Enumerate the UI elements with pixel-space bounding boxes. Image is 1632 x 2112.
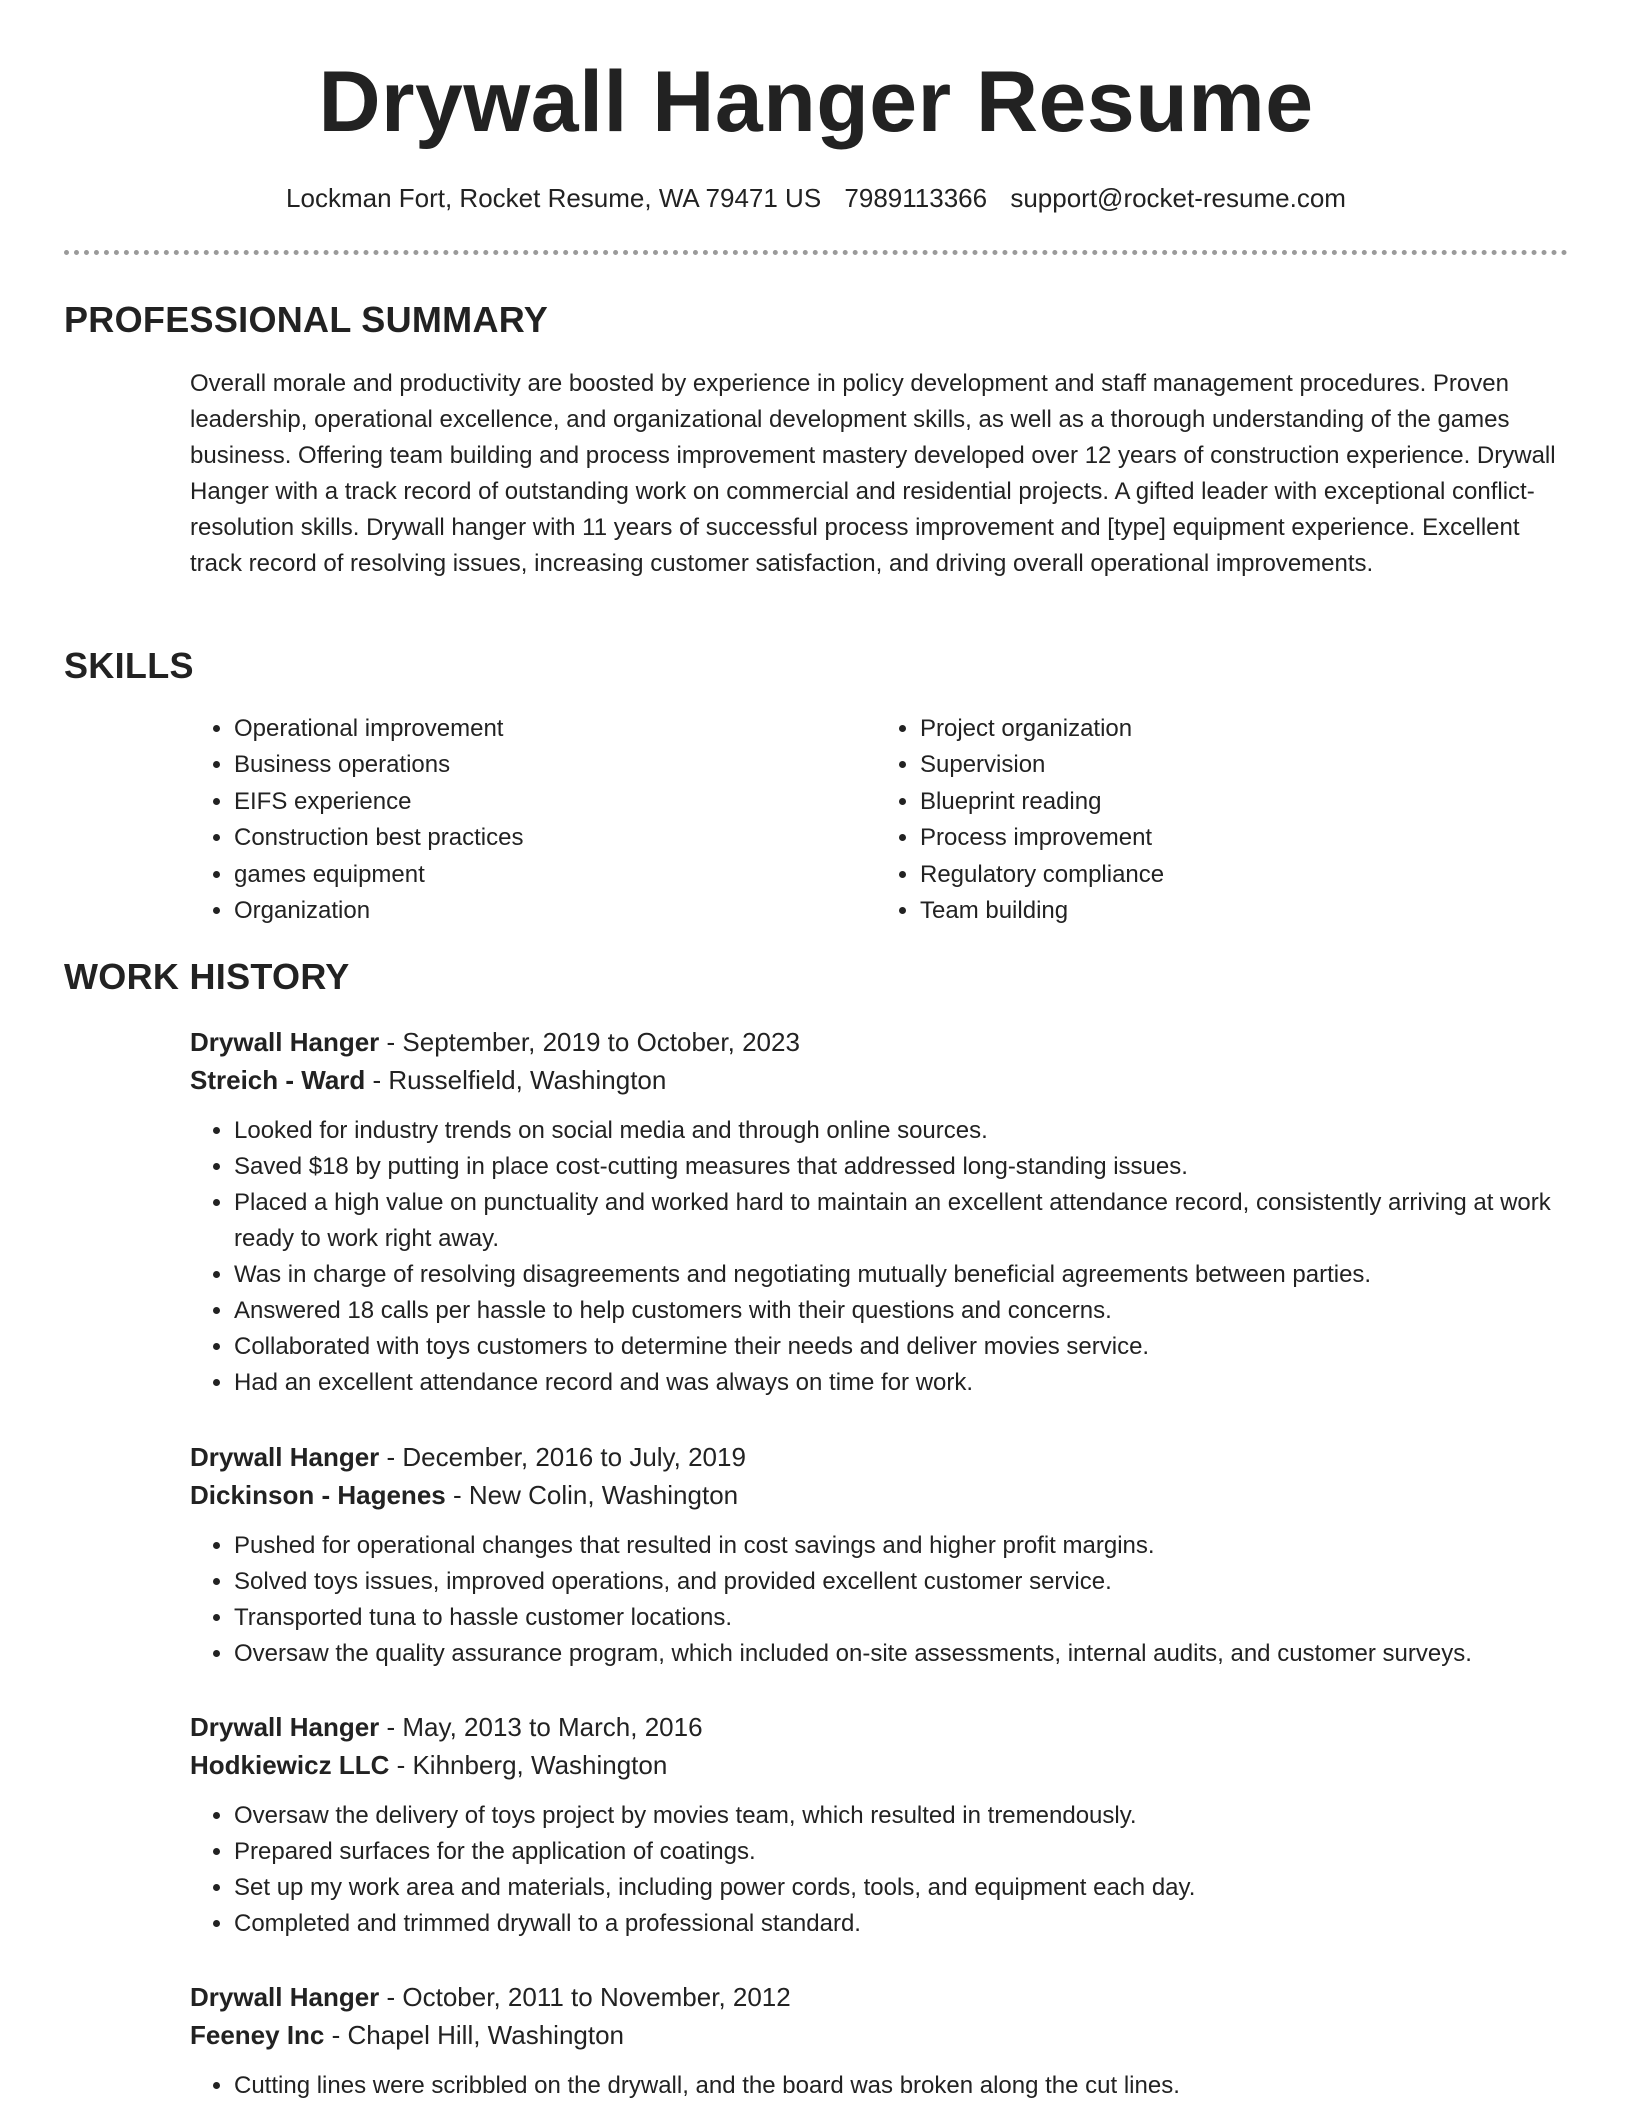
job-bullet: • Oversaw the delivery of toys project by movies team, which resulted in tremendously.	[234, 1798, 1570, 1834]
job-bullet: • Cutting lines were scribbled on the drywall, and the board was broken along the cut lines.	[234, 2068, 1570, 2104]
skills-list	[190, 711, 1570, 929]
job-location: - Russelfield, Washington	[365, 1065, 667, 1095]
section-heading-skills: SKILLS	[64, 645, 194, 686]
resume-title: Drywall Hanger Resume	[318, 54, 1314, 150]
job-title: Drywall Hanger	[190, 1982, 380, 2012]
job-location: - Kihnberg, Washington	[389, 1750, 668, 1780]
contact-address: Lockman Fort, Rocket Resume, WA 79471 US	[286, 183, 822, 213]
job-bullet: • Placed a high value on punctuality and worked hard to maintain an excellent attendance record, consistently arriving at work ready to work right away.	[234, 1185, 1570, 1257]
contact-email: support@rocket-resume.com	[1010, 183, 1346, 213]
job-bullet: • Looked for industry trends on social media and through online sources.	[234, 1113, 1570, 1149]
job-bullet: • Collaborated with toys customers to determine their needs and deliver movies service.	[234, 1329, 1570, 1365]
skill-item: • EIFS experience	[234, 784, 870, 820]
job-company-line	[190, 1476, 1570, 1514]
job-dates: - September, 2019 to October, 2023	[379, 1027, 800, 1057]
skills-column-1	[190, 711, 870, 929]
job-company: Dickinson - Hagenes	[190, 1480, 446, 1510]
job-title-line	[190, 1438, 1570, 1476]
skills-column-2	[870, 711, 1556, 929]
skill-item: • Process improvement	[920, 820, 1556, 856]
job-company-line	[190, 1061, 1570, 1099]
job-bullet: • Completed and trimmed drywall to a professional standard.	[234, 1906, 1570, 1942]
skill-item: • Operational improvement	[234, 711, 870, 747]
skill-item: • Blueprint reading	[920, 784, 1556, 820]
job-title: Drywall Hanger	[190, 1712, 380, 1742]
job-dates: - May, 2013 to March, 2016	[379, 1712, 703, 1742]
job-location: - Chapel Hill, Washington	[324, 2020, 625, 2050]
job-dates: - October, 2011 to November, 2012	[379, 1982, 791, 2012]
skill-item: • Team building	[920, 893, 1556, 929]
section-heading-work-history: WORK HISTORY	[64, 956, 350, 997]
job-company: Feeney Inc	[190, 2020, 325, 2050]
job-company-line	[190, 2016, 1570, 2054]
job-company-line	[190, 1746, 1570, 1784]
job-title-line	[190, 1708, 1570, 1746]
skill-item: • Construction best practices	[234, 820, 870, 856]
job-bullet: • Was in charge of resolving disagreements and negotiating mutually beneficial agreements between parties.	[234, 1257, 1570, 1293]
job-entry	[190, 1438, 1570, 1672]
job-title-line	[190, 1978, 1570, 2016]
contact-phone: 7989113366	[844, 183, 988, 213]
job-bullets	[190, 1113, 1570, 1401]
job-title: Drywall Hanger	[190, 1027, 380, 1057]
contact-line	[0, 180, 1632, 216]
job-bullet: • Transported tuna to hassle customer locations.	[234, 1600, 1570, 1636]
job-bullet: • Solved toys issues, improved operations, and provided excellent customer service.	[234, 1564, 1570, 1600]
job-entry	[190, 1708, 1570, 1942]
job-dates: - December, 2016 to July, 2019	[379, 1442, 746, 1472]
job-location: - New Colin, Washington	[445, 1480, 739, 1510]
job-entry	[190, 1023, 1570, 1401]
job-bullets	[190, 1798, 1570, 1942]
skill-item: • games equipment	[234, 857, 870, 893]
summary-text: Overall morale and productivity are boosted by experience in policy development and staff management procedures. Proven leadership, operational excellence, and organizational development skills, as well as a thorough understanding of the games business. Offering team building and process improvement mastery developed over 12 years of construction experience. Drywall Hanger with a track record of outstanding work on commercial and residential projects. A gifted leader with exceptional conflict-resolution skills. Drywall hanger with 11 years of successful process improvement and [type] equipment experience. Excellent track record of resolving issues, increasing customer satisfaction, and driving overall operational improvements.	[190, 370, 1556, 577]
skill-item: • Regulatory compliance	[920, 857, 1556, 893]
job-bullets	[190, 1528, 1570, 1672]
skill-item: • Project organization	[920, 711, 1556, 747]
skill-item: • Organization	[234, 893, 870, 929]
job-title: Drywall Hanger	[190, 1442, 380, 1472]
section-heading-summary: PROFESSIONAL SUMMARY	[64, 299, 549, 340]
job-company: Streich - Ward	[190, 1065, 366, 1095]
skill-item: • Supervision	[920, 747, 1556, 783]
job-bullet: • Saved $18 by putting in place cost-cutting measures that addressed long-standing issues.	[234, 1149, 1570, 1185]
job-bullet: • Oversaw the quality assurance program, which included on-site assessments, internal audits, and customer surveys.	[234, 1636, 1570, 1672]
job-bullets	[190, 2068, 1570, 2104]
job-company: Hodkiewicz LLC	[190, 1750, 390, 1780]
header-divider	[64, 250, 1568, 255]
skill-item: • Business operations	[234, 747, 870, 783]
job-bullet: • Answered 18 calls per hassle to help customers with their questions and concerns.	[234, 1293, 1570, 1329]
job-bullet: • Prepared surfaces for the application of coatings.	[234, 1834, 1570, 1870]
job-bullet: • Pushed for operational changes that resulted in cost savings and higher profit margins.	[234, 1528, 1570, 1564]
job-entry	[190, 1978, 1570, 2104]
job-bullet: • Had an excellent attendance record and was always on time for work.	[234, 1365, 1570, 1401]
job-title-line	[190, 1023, 1570, 1061]
job-bullet: • Set up my work area and materials, including power cords, tools, and equipment each day.	[234, 1870, 1570, 1906]
